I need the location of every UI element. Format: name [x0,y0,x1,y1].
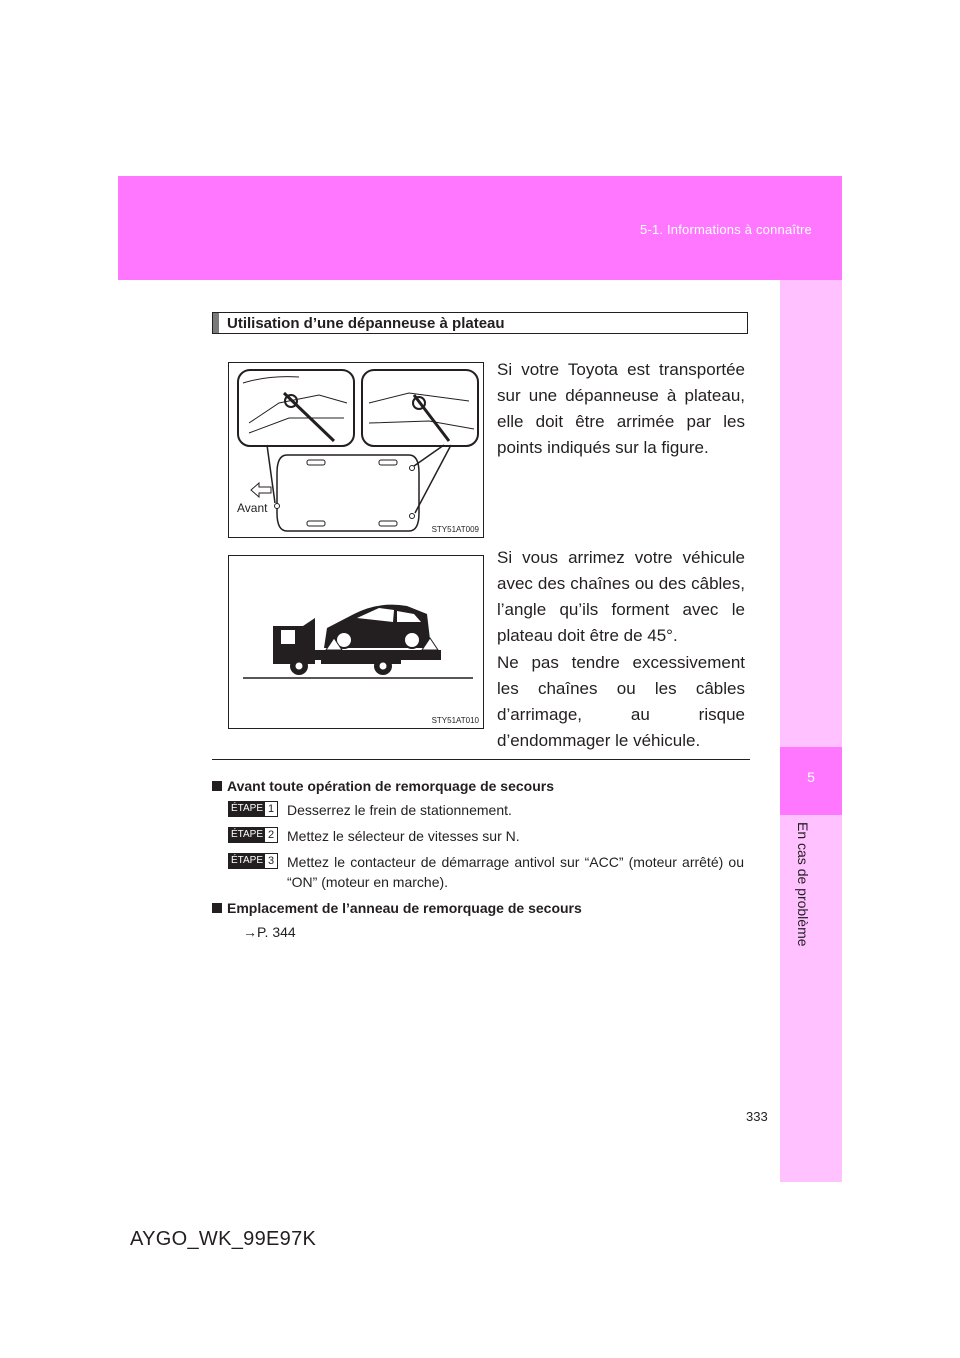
before-towing-heading: Avant toute opération de remorquage de secours [212,778,554,794]
title-marker [213,313,219,333]
figure-code: STY51AT009 [431,525,479,534]
step-badge: ÉTAPE 1 [228,801,278,817]
section-title-box [212,312,748,334]
document-code: AYGO_WK_99E97K [130,1228,317,1250]
flatbed-illustration [229,556,485,730]
step-text: Desserrez le frein de stationnement. [287,802,512,818]
flatbed-truck-figure [228,555,484,729]
section-title: Utilisation d’une dépanneuse à plateau [227,315,505,332]
angle-paragraph: Si vous arrimez votre véhicule avec des chaînes ou des câbles, l’angle qu’ils forment avec le plateau doit être de 45°. [497,548,745,645]
side-strip [780,280,842,1182]
chapter-tab[interactable] [780,747,842,815]
chapter-label: En cas de problème [795,822,811,947]
step-badge: ÉTAPE 3 [228,853,278,869]
eyelet-heading: Emplacement de l’anneau de remorquage de secours [212,900,582,916]
figure-code: STY51AT010 [431,716,479,725]
tie-down-points-figure [228,362,484,538]
header-band [118,176,842,280]
step-badge: ÉTAPE 2 [228,827,278,843]
step-text: Mettez le contacteur de démarrage antivol sur “ACC” (moteur arrêté) ou “ON” (moteur en marche). [287,854,744,890]
step-text: Mettez le sélecteur de vitesses sur N. [287,828,520,844]
page-reference-link[interactable]: →P. 344 [243,924,296,940]
bullet-square-icon [212,903,222,913]
section-divider [212,759,750,760]
section-breadcrumb: 5-1. Informations à connaître [639,222,812,237]
transport-paragraph: Si votre Toyota est transportée sur une dépanneuse à plateau, elle doit être arrimée par les points indiqués sur la figure. [497,360,745,457]
page-number: 333 [746,1109,768,1124]
chapter-number: 5 [807,769,815,785]
tension-paragraph: Ne pas tendre excessivement les chaînes ou les câbles d’arrimage, au risque d’endommager le véhicule. [497,653,745,750]
front-label: Avant [237,501,268,515]
bullet-square-icon [212,781,222,791]
